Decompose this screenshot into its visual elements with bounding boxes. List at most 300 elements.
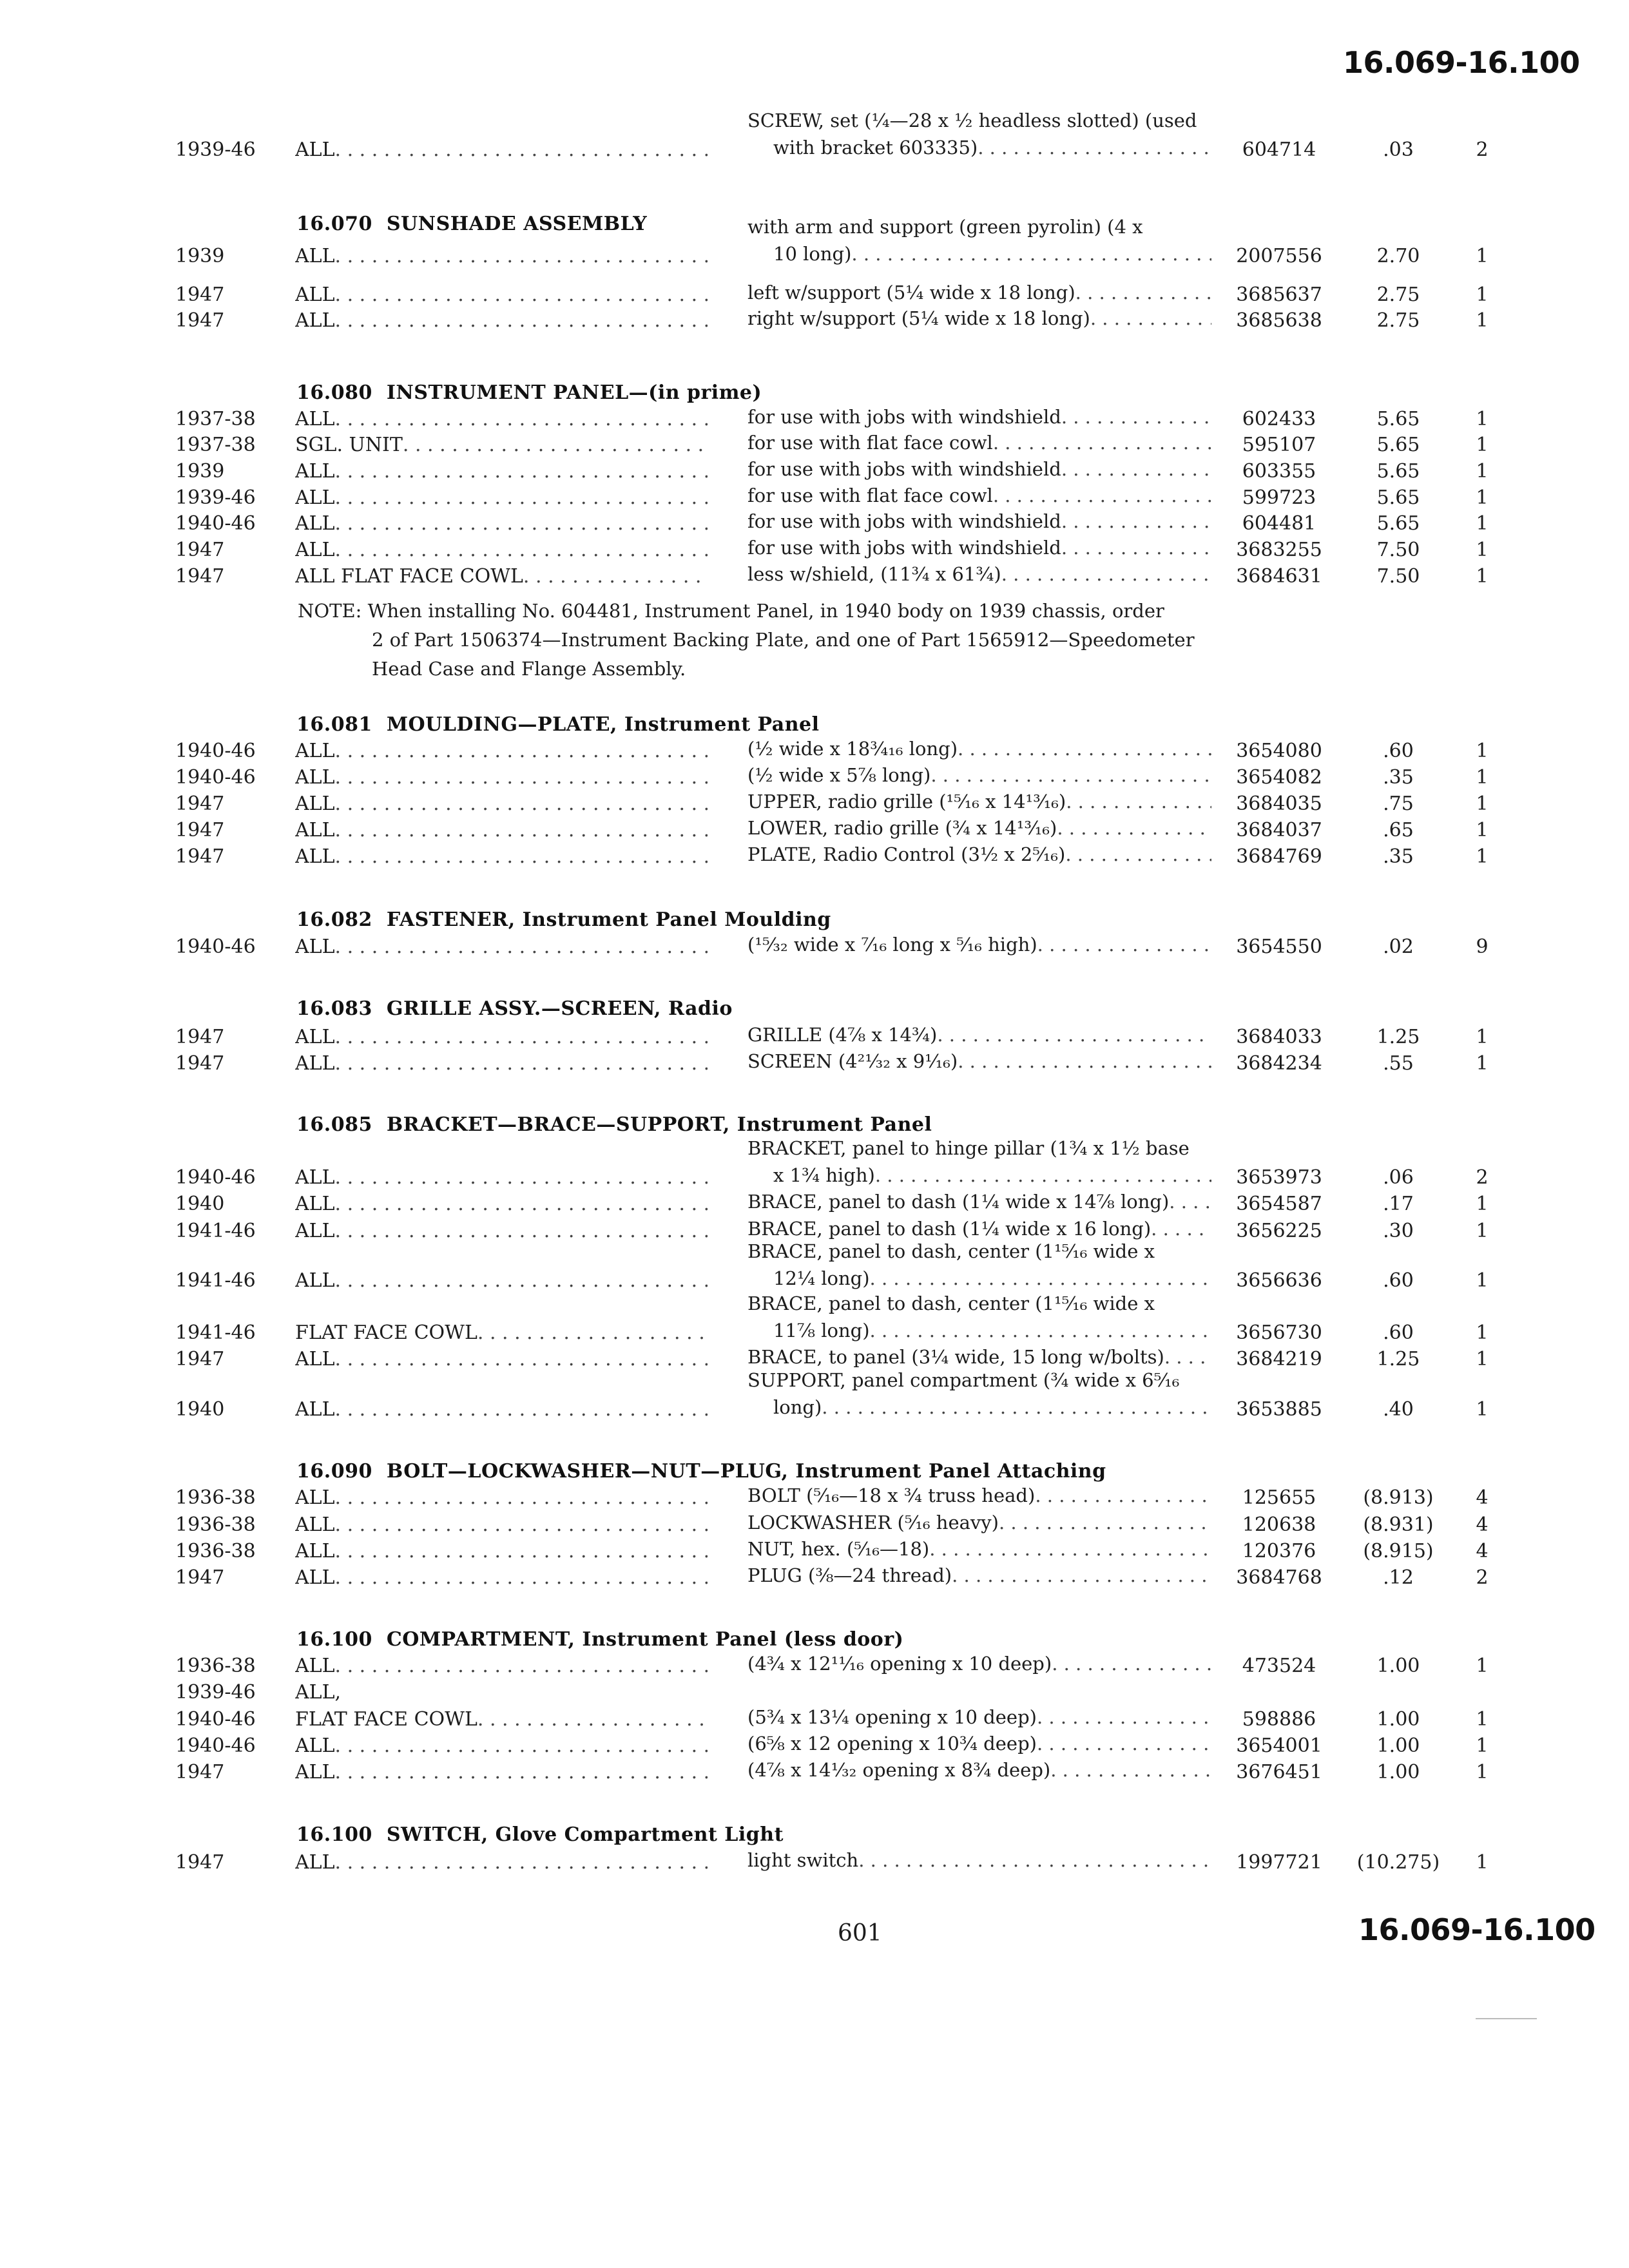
description-cell (747, 107, 1211, 161)
price: 1.25 (1376, 1348, 1420, 1370)
description-line-1: BRACE, panel to dash, center (1¹⁵⁄₁₆ wide x (747, 1240, 1155, 1262)
price: .35 (1383, 845, 1414, 868)
description-text: (½ wide x 5⅞ long) (747, 764, 931, 786)
description-text: BRACE, panel to dash (1¼ wide x 14⅞ long) (747, 1191, 1170, 1213)
model-cell (295, 1566, 708, 1589)
year-cell: 1940 (175, 1398, 225, 1421)
description-cell (747, 1367, 1211, 1421)
description-text: right w/support (5¼ wide x 18 long) (747, 307, 1090, 329)
quantity: 1 (1476, 1321, 1489, 1344)
note-line: 2 of Part 1506374—Instrument Backing Plate, and one of Part 1565912—Speedometer (372, 629, 1195, 651)
note-line: NOTE: When installing No. 604481, Instrument Panel, in 1940 body on 1939 chassis, order (298, 600, 1164, 622)
price: 2.70 (1376, 245, 1420, 267)
description-line-2 (747, 1562, 1211, 1589)
leader-dots (335, 1269, 708, 1292)
table-row (0, 1188, 1629, 1242)
year-cell: 1940-46 (175, 512, 256, 535)
quantity: 1 (1476, 1655, 1489, 1677)
page-number: 601 (838, 1920, 882, 1946)
description-line-2 (747, 931, 1211, 958)
price: .60 (1383, 1269, 1414, 1292)
leader-dots (335, 1761, 708, 1783)
leader-dots (335, 1566, 708, 1589)
year-cell: 1941-46 (175, 1220, 256, 1242)
quantity: 1 (1476, 766, 1489, 789)
table-row (0, 1820, 1629, 1874)
page-range-top: 16.069-16.100 (1343, 45, 1580, 80)
part-number: 3684769 (1236, 845, 1322, 868)
description-text: SCREEN (4²¹⁄₃₂ x 9¹⁄₁₆) (747, 1050, 958, 1072)
model-text: ALL (295, 1655, 335, 1677)
part-number: 604714 (1242, 139, 1316, 161)
quantity: 4 (1476, 1514, 1489, 1536)
section-title: INSTRUMENT PANEL—(in prime) (386, 381, 762, 404)
price: 1.25 (1376, 1026, 1420, 1048)
leader-dots (1037, 931, 1211, 958)
quantity: 2 (1476, 1166, 1489, 1189)
model-text: ALL (295, 309, 335, 332)
model-text: FLAT FACE COWL (295, 1708, 477, 1731)
section-number: 16.090 (296, 1460, 372, 1483)
price: .40 (1383, 1398, 1414, 1421)
quantity: 1 (1476, 1269, 1489, 1292)
year-cell: 1936-38 (175, 1655, 256, 1677)
quantity: 1 (1476, 793, 1489, 815)
quantity: 4 (1476, 1540, 1489, 1562)
part-number: 3653973 (1236, 1166, 1322, 1189)
year-cell: 1947 (175, 819, 225, 841)
part-number: 3654550 (1236, 936, 1322, 958)
model-text: ALL (295, 245, 335, 267)
table-row (0, 1238, 1629, 1292)
quantity: 1 (1476, 460, 1489, 483)
model-text: ALL (295, 1269, 335, 1292)
price: (8.913) (1363, 1486, 1434, 1509)
description-line-1: BRACE, panel to dash, center (1¹⁵⁄₁₆ wide x (747, 1293, 1155, 1314)
year-cell: 1947 (175, 1348, 225, 1370)
description-text: with bracket 603335) (773, 137, 978, 159)
description-text: (½ wide x 18¾₁₆ long) (747, 738, 958, 760)
part-number: 3684037 (1236, 819, 1322, 841)
leader-dots (335, 936, 708, 958)
price: (10.275) (1356, 1851, 1440, 1874)
part-number: 1997721 (1236, 1851, 1322, 1874)
table-row (0, 278, 1629, 332)
model-cell (295, 309, 708, 332)
model-text: FLAT FACE COWL (295, 1321, 477, 1344)
description-line-2 (747, 1048, 1211, 1075)
description-cell (747, 1048, 1211, 1075)
model-text: ALL (295, 1735, 335, 1757)
leader-dots (1001, 561, 1211, 588)
section-title: SUNSHADE ASSEMBLY (386, 213, 648, 235)
part-number: 598886 (1242, 1708, 1316, 1731)
price: 5.65 (1376, 512, 1420, 535)
quantity: 1 (1476, 1735, 1489, 1757)
part-number: 3653885 (1236, 1398, 1322, 1421)
year-cell: 1947 (175, 793, 225, 815)
model-text: ALL (295, 1166, 335, 1189)
model-text: ALL (295, 740, 335, 762)
model-cell (295, 565, 708, 588)
installation-note (298, 597, 1226, 684)
price: .65 (1383, 819, 1414, 841)
description-line-2 (747, 1756, 1211, 1783)
description-line-1: BRACKET, panel to hinge pillar (1¾ x 1½ base (747, 1137, 1190, 1159)
price: .30 (1383, 1220, 1414, 1242)
price: 5.65 (1376, 486, 1420, 509)
model-text: ALL (295, 1026, 335, 1048)
model-text: ALL (295, 284, 335, 306)
part-number: 603355 (1242, 460, 1316, 483)
part-number: 604481 (1242, 512, 1316, 535)
leader-dots (1050, 1756, 1211, 1783)
part-number: 3684768 (1236, 1566, 1322, 1589)
price: 2.75 (1376, 284, 1420, 306)
part-number: 602433 (1242, 408, 1316, 430)
section-heading (296, 1113, 932, 1136)
description-text: 10 long) (773, 243, 852, 265)
description-text: for use with jobs with windshield (747, 537, 1061, 559)
description-line-1: SUPPORT, panel compartment (¾ wide x 6⁵⁄₁₆ (747, 1369, 1180, 1391)
section-title: COMPARTMENT, Instrument Panel (less door) (386, 1628, 904, 1651)
year-cell: 1937-38 (175, 408, 256, 430)
leader-dots (335, 1851, 708, 1874)
model-text: ALL (295, 1851, 335, 1874)
price: .55 (1383, 1052, 1414, 1075)
price: 7.50 (1376, 565, 1420, 588)
model-cell (295, 139, 708, 161)
year-cell: 1947 (175, 565, 225, 588)
model-text: ALL (295, 539, 335, 561)
model-text: ALL (295, 139, 335, 161)
leader-dots (822, 1394, 1211, 1421)
table-row (0, 1729, 1629, 1783)
price: .03 (1383, 139, 1414, 161)
description-cell (747, 841, 1211, 868)
price: 5.65 (1376, 434, 1420, 456)
quantity: 1 (1476, 434, 1489, 456)
year-cell: 1947 (175, 1052, 225, 1075)
part-number: 3684033 (1236, 1026, 1322, 1048)
description-text: less w/shield, (11¾ x 61¾) (747, 563, 1001, 585)
model-text: ALL (295, 793, 335, 815)
table-row (0, 107, 1629, 161)
model-text: ALL (295, 1566, 335, 1589)
part-number: 595107 (1242, 434, 1316, 456)
model-cell (295, 1761, 708, 1783)
model-cell (295, 1052, 708, 1075)
section-number: 16.080 (296, 381, 372, 404)
section-number: 16.083 (296, 997, 372, 1020)
quantity: 1 (1476, 845, 1489, 868)
section-number: 16.100 (296, 1628, 372, 1651)
price: 5.65 (1376, 408, 1420, 430)
description-line-2 (747, 841, 1211, 868)
description-cell (747, 1756, 1211, 1783)
description-text: for use with jobs with windshield (747, 510, 1061, 532)
description-text: GRILLE (4⅞ x 14¾) (747, 1024, 938, 1046)
section-title: MOULDING—PLATE, Instrument Panel (386, 713, 820, 736)
description-text: x 1¾ high) (773, 1164, 875, 1186)
section-title: GRILLE ASSY.—SCREEN, Radio (386, 997, 733, 1020)
year-cell: 1947 (175, 284, 225, 306)
model-text: ALL (295, 486, 335, 509)
section-title: BOLT—LOCKWASHER—NUT—PLUG, Instrument Panel Attaching (386, 1460, 1106, 1483)
description-text: LOCKWASHER (⁵⁄₁₆ heavy) (747, 1512, 999, 1533)
year-cell: 1947 (175, 1761, 225, 1783)
description-text: PLUG (⅜—24 thread) (747, 1564, 952, 1586)
table-row (0, 904, 1629, 958)
price: 5.65 (1376, 460, 1420, 483)
description-text: for use with flat face cowl (747, 485, 993, 506)
leader-dots (858, 1847, 1211, 1874)
description-text: (4⅞ x 14¹⁄₃₂ opening x 8¾ deep) (747, 1759, 1051, 1781)
part-number: 3654001 (1236, 1735, 1322, 1757)
price: .35 (1383, 766, 1414, 789)
year-cell: 1947 (175, 1851, 225, 1874)
page-range-bottom: 16.069-16.100 (1358, 1912, 1595, 1947)
model-text: ALL (295, 1193, 335, 1215)
year-cell: 1939-46 (175, 486, 256, 509)
part-number: 3684219 (1236, 1348, 1322, 1370)
price: 1.00 (1376, 1735, 1420, 1757)
model-text: ALL (295, 1220, 335, 1242)
quantity: 1 (1476, 1026, 1489, 1048)
year-cell: 1936-38 (175, 1486, 256, 1509)
part-number: 3656636 (1236, 1269, 1322, 1292)
price: .60 (1383, 1321, 1414, 1344)
quantity: 4 (1476, 1486, 1489, 1509)
quantity: 1 (1476, 512, 1489, 535)
quantity: 2 (1476, 139, 1489, 161)
year-cell: 1947 (175, 309, 225, 332)
part-number: 3685638 (1236, 309, 1322, 332)
quantity: 1 (1476, 740, 1489, 762)
description-line-1: SCREW, set (¼—28 x ½ headless slotted) (used (747, 110, 1197, 131)
model-cell (295, 845, 708, 868)
description-text: for use with jobs with windshield (747, 458, 1061, 480)
section-title: BRACKET—BRACE—SUPPORT, Instrument Panel (386, 1113, 932, 1136)
part-number: 3654080 (1236, 740, 1322, 762)
description-text: UPPER, radio grille (¹⁵⁄₁₆ x 14¹³⁄₁₆) (747, 791, 1066, 812)
part-number: 3684234 (1236, 1052, 1322, 1075)
year-cell: 1939 (175, 460, 225, 483)
year-cell: 1940 (175, 1193, 225, 1215)
description-line-2 (747, 1394, 1211, 1421)
description-line-2 (747, 1847, 1211, 1874)
section-number: 16.082 (296, 908, 372, 931)
price: 1.00 (1376, 1655, 1420, 1677)
part-number: 3656730 (1236, 1321, 1322, 1344)
leader-dots (335, 139, 708, 161)
quantity: 9 (1476, 936, 1489, 958)
model-text: ALL, (295, 1681, 342, 1704)
year-cell: 1940-46 (175, 1708, 256, 1731)
description-cell (747, 305, 1211, 332)
description-text: for use with flat face cowl (747, 432, 993, 454)
quantity: 1 (1476, 565, 1489, 588)
model-text: ALL (295, 1761, 335, 1783)
model-cell (295, 1269, 708, 1292)
model-text: ALL (295, 460, 335, 483)
leader-dots (958, 1048, 1211, 1075)
year-cell: 1941-46 (175, 1321, 256, 1344)
part-number: 3684631 (1236, 565, 1322, 588)
description-text: BOLT (⁵⁄₁₆—18 x ¾ truss head) (747, 1485, 1036, 1506)
description-text: (¹⁵⁄₃₂ wide x ⁷⁄₁₆ long x ⁵⁄₁₆ high) (747, 934, 1037, 956)
model-text: ALL (295, 936, 335, 958)
year-cell: 1940-46 (175, 766, 256, 789)
model-text: ALL (295, 1514, 335, 1536)
quantity: 1 (1476, 819, 1489, 841)
leader-dots (335, 845, 708, 868)
description-cell (747, 1238, 1211, 1292)
quantity: 1 (1476, 408, 1489, 430)
quantity: 2 (1476, 1566, 1489, 1589)
description-line-1: with arm and support (green pyrolin) (4 x (747, 216, 1143, 238)
leader-dots (335, 1398, 708, 1421)
year-cell: 1947 (175, 539, 225, 561)
leader-dots (1065, 841, 1211, 868)
description-text: BRACE, panel to dash (1¼ wide x 16 long) (747, 1218, 1152, 1240)
note-line: Head Case and Flange Assembly. (372, 658, 686, 680)
price: 1.00 (1376, 1708, 1420, 1731)
price: 1.00 (1376, 1761, 1420, 1783)
model-text: ALL (295, 1398, 335, 1421)
year-cell: 1939-46 (175, 1681, 256, 1704)
price: 2.75 (1376, 309, 1420, 332)
model-cell (295, 936, 708, 958)
section-title: SWITCH, Glove Compartment Light (386, 1823, 784, 1846)
description-text: (6⅝ x 12 opening x 10¾ deep) (747, 1733, 1037, 1754)
table-row (0, 1535, 1629, 1589)
year-cell: 1940-46 (175, 1735, 256, 1757)
description-text: left w/support (5¼ wide x 18 long) (747, 282, 1075, 303)
year-cell: 1940-46 (175, 936, 256, 958)
year-cell: 1939-46 (175, 139, 256, 161)
table-row (0, 1367, 1629, 1421)
part-number: 473524 (1242, 1655, 1316, 1677)
table-row (0, 1316, 1629, 1370)
leader-dots (952, 1562, 1211, 1589)
quantity: 1 (1476, 539, 1489, 561)
year-cell: 1941-46 (175, 1269, 256, 1292)
section-title: FASTENER, Instrument Panel Moulding (386, 908, 831, 931)
price: (8.915) (1363, 1540, 1434, 1562)
model-text: SGL. UNIT (295, 434, 403, 456)
part-number: 3654587 (1236, 1193, 1322, 1215)
year-cell: 1936-38 (175, 1540, 256, 1562)
part-number: 3654082 (1236, 766, 1322, 789)
description-text: for use with jobs with windshield (747, 406, 1061, 428)
description-text: long) (773, 1396, 822, 1418)
model-text: ALL (295, 1486, 335, 1509)
model-text: ALL (295, 408, 335, 430)
description-line-2 (747, 305, 1211, 332)
price: .06 (1383, 1166, 1414, 1189)
description-cell (747, 931, 1211, 958)
model-cell (295, 1851, 708, 1874)
part-number: 120638 (1242, 1514, 1316, 1536)
year-cell: 1940-46 (175, 1166, 256, 1189)
description-line-2 (747, 561, 1211, 588)
quantity: 1 (1476, 1851, 1489, 1874)
quantity: 1 (1476, 1708, 1489, 1731)
leader-dots (1090, 305, 1211, 332)
leader-dots (335, 1052, 708, 1075)
part-number: 3684035 (1236, 793, 1322, 815)
description-text: 12¼ long) (773, 1267, 870, 1289)
section-number: 16.100 (296, 1823, 372, 1846)
quantity: 1 (1476, 1052, 1489, 1075)
part-number: 125655 (1242, 1486, 1316, 1509)
leader-dots (870, 1265, 1211, 1292)
year-cell: 1947 (175, 845, 225, 868)
year-cell: 1937-38 (175, 434, 256, 456)
quantity: 1 (1476, 1348, 1489, 1370)
model-text: ALL (295, 1540, 335, 1562)
price: .02 (1383, 936, 1414, 958)
model-text: ALL (295, 766, 335, 789)
description-cell (747, 1562, 1211, 1589)
quantity: 1 (1476, 309, 1489, 332)
model-text: ALL (295, 1348, 335, 1370)
quantity: 1 (1476, 486, 1489, 509)
leader-dots (523, 565, 708, 588)
description-cell (747, 561, 1211, 588)
model-cell (295, 1398, 708, 1421)
year-cell: 1947 (175, 1026, 225, 1048)
part-number: 599723 (1242, 486, 1316, 509)
description-text: NUT, hex. (⁵⁄₁₆—18) (747, 1538, 930, 1560)
description-text: (5¾ x 13¼ opening x 10 deep) (747, 1706, 1037, 1728)
part-number: 3676451 (1236, 1761, 1322, 1783)
description-line-2 (747, 134, 1211, 161)
quantity: 1 (1476, 284, 1489, 306)
quantity: 1 (1476, 1193, 1489, 1215)
part-number: 120376 (1242, 1540, 1316, 1562)
description-text: (4¾ x 12¹¹⁄₁₆ opening x 10 deep) (747, 1653, 1052, 1675)
price: .75 (1383, 793, 1414, 815)
year-cell: 1939 (175, 245, 225, 267)
model-text: ALL (295, 845, 335, 868)
year-cell: 1940-46 (175, 740, 256, 762)
description-text: BRACE, to panel (3¼ wide, 15 long w/bolts) (747, 1346, 1164, 1368)
description-cell (747, 1847, 1211, 1874)
leader-dots (335, 309, 708, 332)
table-row (0, 533, 1629, 588)
price: 7.50 (1376, 539, 1420, 561)
quantity: 1 (1476, 1761, 1489, 1783)
section-number: 16.081 (296, 713, 372, 736)
model-text: ALL (295, 819, 335, 841)
price: .60 (1383, 740, 1414, 762)
quantity: 1 (1476, 1220, 1489, 1242)
model-text: ALL (295, 1052, 335, 1075)
part-number: 3656225 (1236, 1220, 1322, 1242)
price: (8.931) (1363, 1514, 1434, 1536)
quantity: 1 (1476, 245, 1489, 267)
part-number: 3685637 (1236, 284, 1322, 306)
description-line-2 (747, 1265, 1211, 1292)
model-text: ALL (295, 512, 335, 535)
year-cell: 1947 (175, 1566, 225, 1589)
description-text: LOWER, radio grille (¾ x 14¹³⁄₁₆) (747, 817, 1057, 839)
part-number: 3683255 (1236, 539, 1322, 561)
section-number: 16.085 (296, 1113, 372, 1136)
leader-dots (978, 134, 1211, 161)
